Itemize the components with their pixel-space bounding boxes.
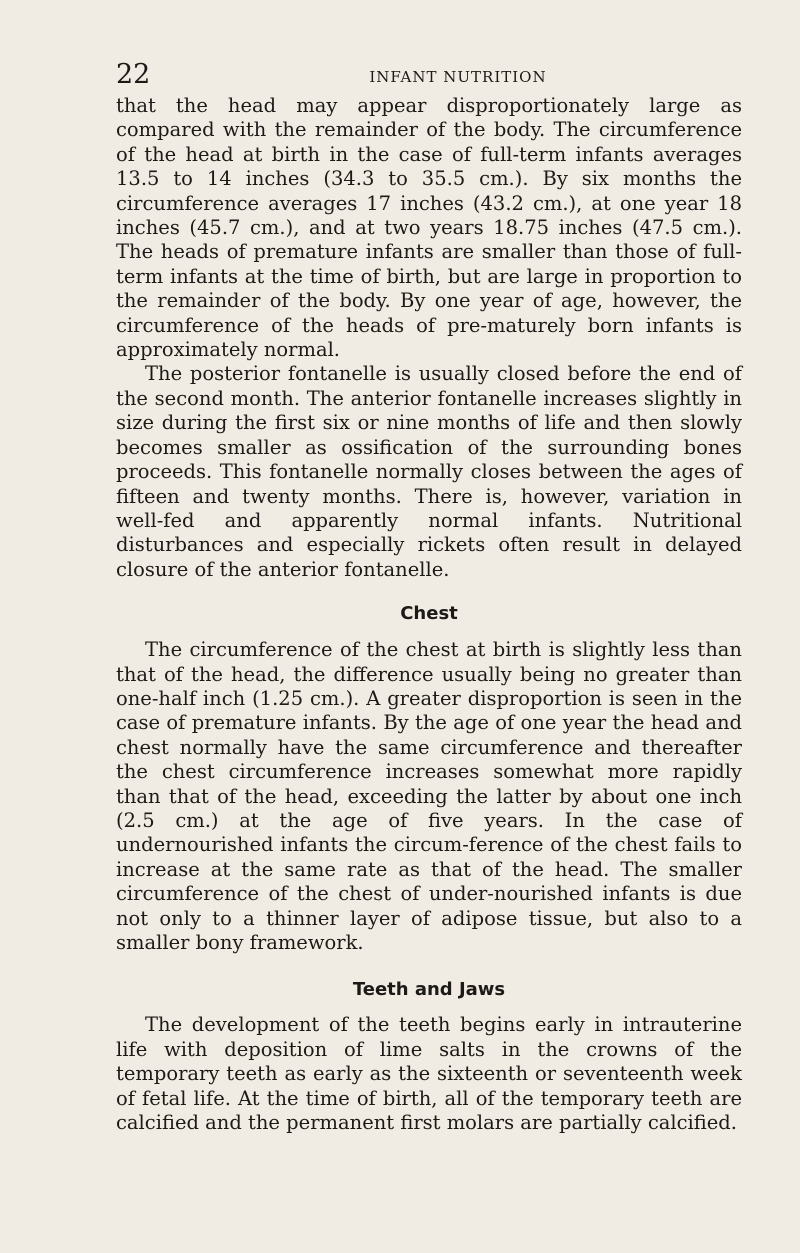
page-number: 22 — [116, 59, 151, 90]
paragraph-chest: The circumference of the chest at birth is slightly less than that of the head, the difference usually being no greater than one-half inch (1.25 cm.). A greater disproportion is seen in the case of premature infants. By the age of one year the head and chest normally have the same circumference and thereafter the chest circumference increases somewhat more rapidly than that of the head, exceeding the latter by about one inch (2.5 cm.) at the age of five years. In the case of undernourished infants the circum-ference of the chest fails to increase at the same rate as that of the head. The smaller circumference of the chest of under-nourished infants is due not only to a thinner layer of adipose tissue, but also to a smaller bony framework. — [116, 638, 742, 954]
page-body — [116, 94, 742, 1135]
running-head: INFANT NUTRITION — [369, 68, 547, 86]
section-heading-teeth-and-jaws: Teeth and Jaws — [352, 979, 506, 1001]
paragraph-fontanelle: The posterior fontanelle is usually closed before the end of the second month. The anterior fontanelle increases slightly in size during the first six or nine months of life and then slowly becomes smaller as ossification of the surrounding bones proceeds. This fontanelle normally closes between the ages of fifteen and twenty months. There is, however, variation in well-fed and apparently normal infants. Nutritional disturbances and especially rickets often result in delayed closure of the anterior fontanelle. — [116, 362, 742, 581]
section-heading-chest: Chest — [400, 603, 458, 625]
paragraph-teeth: The development of the teeth begins early in intrauterine life with deposition of lime salts in the crowns of the temporary teeth as early as the sixteenth or seventeenth week of fetal life. At the time of birth, all of the temporary teeth are calcified and the permanent first molars are partially calcified. — [116, 1013, 742, 1135]
paragraph-head-circumference: that the head may appear disproportionately large as compared with the remainder of the body. The circumference of the head at birth in the case of full-term infants averages 13.5 to 14 inches (34.3 to 35.5 cm.). By six months the circumference averages 17 inches (43.2 cm.), at one year 18 inches (45.7 cm.), and at two years 18.75 inches (47.5 cm.). The heads of premature infants are smaller than those of full-term infants at the time of birth, but are large in proportion to the remainder of the body. By one year of age, however, the circumference of the heads of pre-maturely born infants is approximately normal. — [116, 94, 742, 362]
page-header — [116, 60, 740, 96]
